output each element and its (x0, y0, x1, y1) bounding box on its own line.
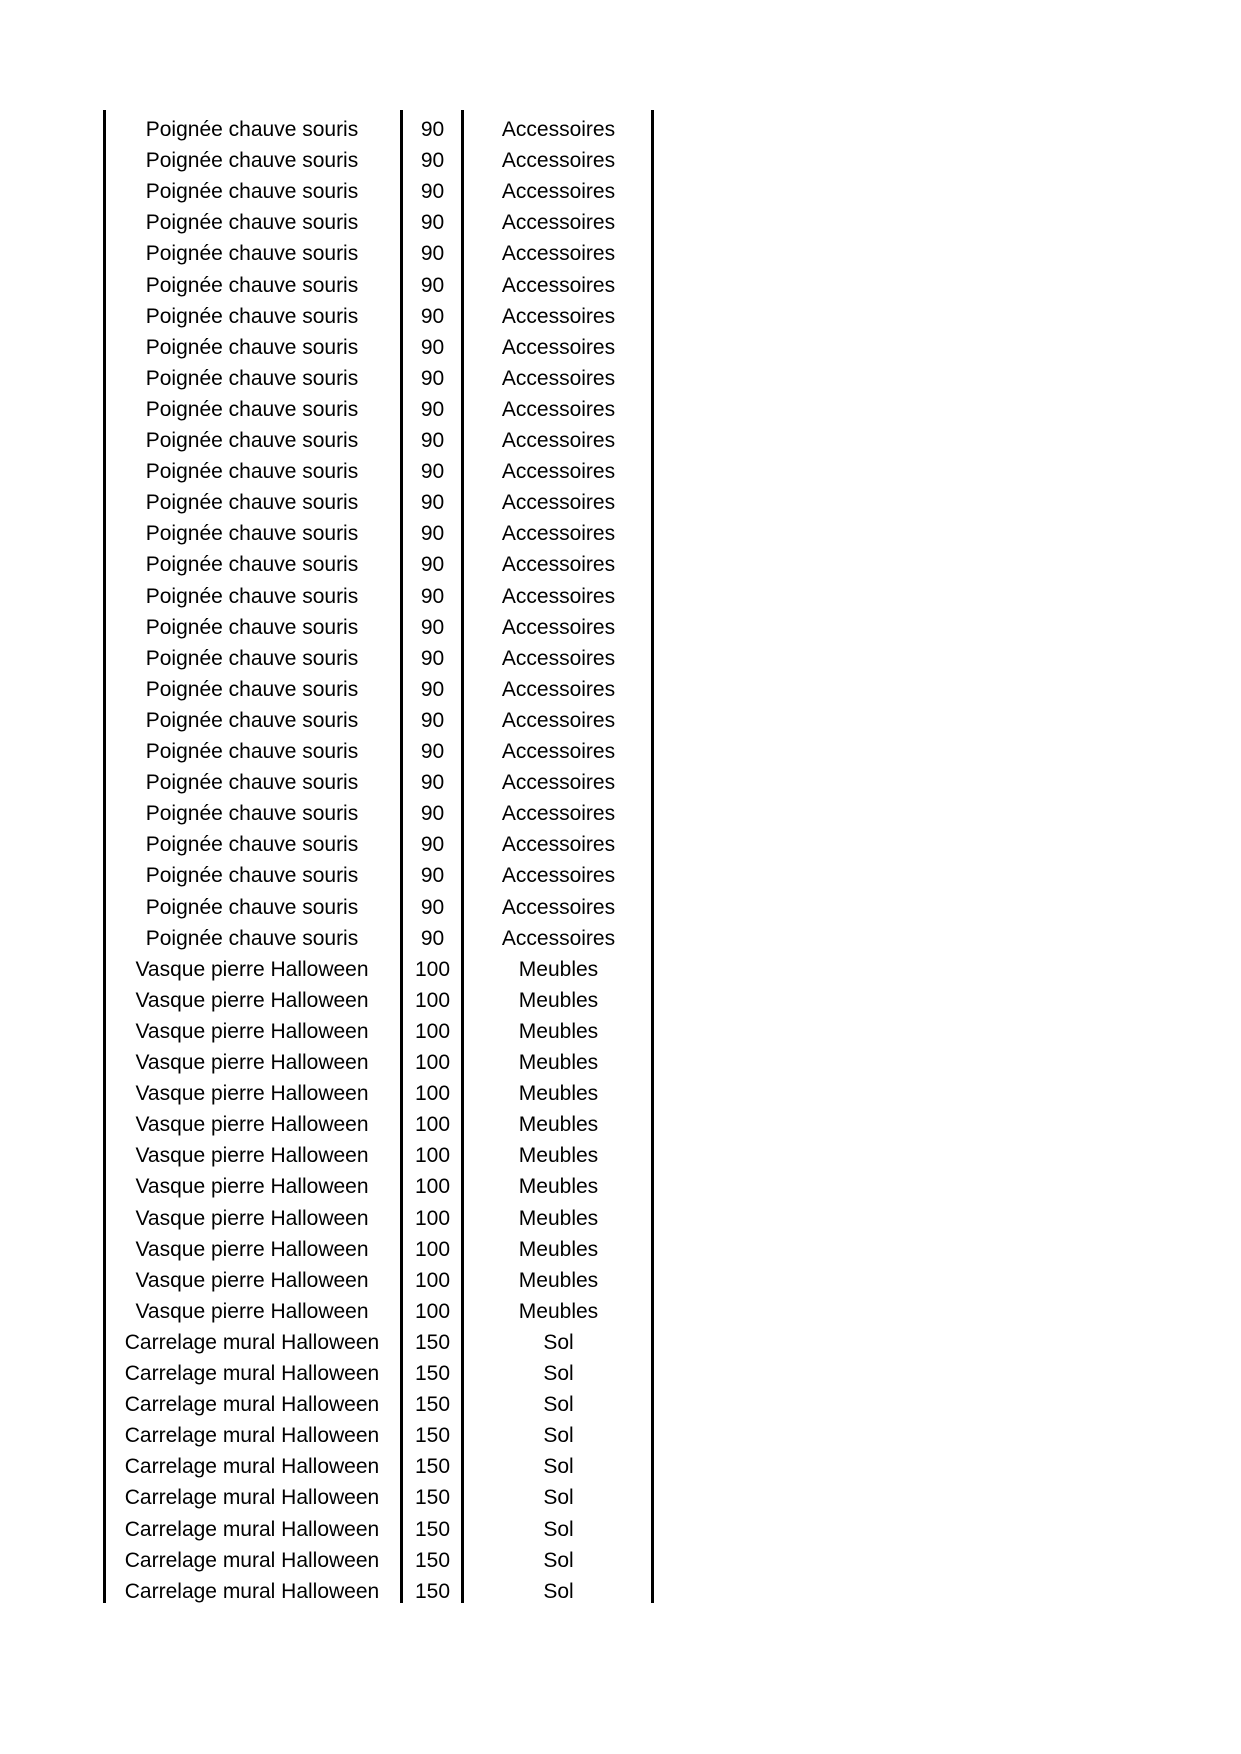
category-cell: Accessoires (501, 429, 616, 452)
category-cell: Meubles (518, 988, 599, 1012)
category-cell: Meubles (518, 1299, 599, 1323)
product-name-cell: Poignée chauve souris (145, 429, 359, 452)
category-cell: Accessoires (501, 180, 616, 204)
table-row (103, 1358, 653, 1389)
category-cell: Meubles (518, 1206, 599, 1230)
product-name-cell: Vasque pierre Halloween (135, 1113, 369, 1137)
category-cell: Accessoires (501, 522, 616, 546)
category-cell: Accessoires (501, 460, 616, 484)
category-cell: Meubles (518, 1144, 599, 1168)
product-name-cell: Poignée chauve souris (145, 864, 359, 888)
category-cell: Accessoires (501, 677, 616, 701)
table-row (103, 985, 653, 1016)
value-cell: 150 (414, 1330, 451, 1354)
product-name-cell: Vasque pierre Halloween (135, 1051, 369, 1074)
category-cell: Sol (543, 1424, 574, 1448)
table-row (103, 394, 653, 425)
table-row (103, 425, 653, 456)
table-row (103, 954, 653, 985)
value-cell: 100 (414, 1113, 451, 1137)
category-cell: Accessoires (501, 646, 616, 670)
value-cell: 90 (420, 397, 445, 421)
table-row (103, 923, 653, 954)
table-row (103, 332, 653, 363)
table-row (103, 767, 653, 798)
value-cell: 90 (420, 180, 445, 204)
product-name-cell: Poignée chauve souris (145, 740, 359, 763)
product-name-cell: Carrelage mural Halloween (124, 1424, 380, 1448)
table-row (103, 1545, 653, 1576)
table-row (103, 1047, 653, 1078)
table-row (103, 549, 653, 580)
value-cell: 100 (414, 1051, 451, 1074)
value-cell: 150 (414, 1455, 451, 1479)
product-name-cell: Poignée chauve souris (145, 802, 359, 826)
product-name-cell: Carrelage mural Halloween (124, 1393, 380, 1417)
category-cell: Sol (543, 1362, 574, 1385)
value-cell: 100 (414, 1144, 451, 1168)
product-name-cell: Vasque pierre Halloween (135, 1175, 369, 1199)
product-name-cell: Poignée chauve souris (145, 460, 359, 484)
category-cell: Accessoires (501, 211, 616, 235)
value-cell: 90 (420, 771, 445, 795)
value-cell: 100 (414, 1019, 451, 1043)
product-name-cell: Poignée chauve souris (145, 304, 359, 328)
value-cell: 100 (414, 1175, 451, 1199)
value-cell: 90 (420, 584, 445, 608)
value-cell: 100 (414, 1237, 451, 1261)
value-cell: 90 (420, 273, 445, 297)
table-row (103, 1576, 653, 1607)
category-cell: Accessoires (501, 802, 616, 826)
value-cell: 90 (420, 833, 445, 857)
product-name-cell: Vasque pierre Halloween (135, 957, 369, 981)
product-name-cell: Carrelage mural Halloween (124, 1486, 380, 1510)
value-cell: 90 (420, 615, 445, 639)
category-cell: Accessoires (501, 304, 616, 328)
table-row (103, 829, 653, 860)
product-name-cell: Poignée chauve souris (145, 553, 359, 577)
table-row (103, 518, 653, 549)
table-row (103, 705, 653, 736)
table-row (103, 1078, 653, 1109)
category-cell: Accessoires (501, 615, 616, 639)
category-cell: Accessoires (501, 553, 616, 577)
table-row (103, 1389, 653, 1420)
table-row (103, 1203, 653, 1234)
category-cell: Accessoires (501, 771, 616, 795)
product-name-cell: Vasque pierre Halloween (135, 1019, 369, 1043)
table-row (103, 145, 653, 176)
product-name-cell: Poignée chauve souris (145, 211, 359, 235)
value-cell: 90 (420, 211, 445, 235)
category-cell: Accessoires (501, 708, 616, 732)
table-row (103, 301, 653, 332)
category-cell: Meubles (518, 1082, 599, 1106)
product-name-cell: Poignée chauve souris (145, 926, 359, 950)
table-row (103, 456, 653, 487)
product-name-cell: Poignée chauve souris (145, 708, 359, 732)
category-cell: Accessoires (501, 895, 616, 919)
product-name-cell: Poignée chauve souris (145, 771, 359, 795)
product-name-cell: Carrelage mural Halloween (124, 1517, 380, 1541)
value-cell: 150 (414, 1362, 451, 1385)
category-cell: Sol (543, 1330, 574, 1354)
value-cell: 90 (420, 304, 445, 328)
value-cell: 100 (414, 988, 451, 1012)
product-name-cell: Poignée chauve souris (145, 366, 359, 390)
value-cell: 150 (414, 1548, 451, 1572)
product-name-cell: Poignée chauve souris (145, 118, 359, 141)
table-row (103, 1265, 653, 1296)
value-cell: 150 (414, 1424, 451, 1448)
product-name-cell: Carrelage mural Halloween (124, 1579, 380, 1603)
value-cell: 90 (420, 708, 445, 732)
product-name-cell: Poignée chauve souris (145, 335, 359, 359)
category-cell: Accessoires (501, 864, 616, 888)
category-cell: Meubles (518, 1237, 599, 1261)
category-cell: Accessoires (501, 273, 616, 297)
product-name-cell: Poignée chauve souris (145, 491, 359, 515)
product-name-cell: Poignée chauve souris (145, 397, 359, 421)
table-row (103, 1109, 653, 1140)
category-cell: Meubles (518, 1051, 599, 1074)
table-row (103, 1234, 653, 1265)
table-row (103, 1296, 653, 1327)
value-cell: 90 (420, 335, 445, 359)
product-name-cell: Vasque pierre Halloween (135, 1237, 369, 1261)
product-name-cell: Carrelage mural Halloween (124, 1330, 380, 1354)
table-row (103, 798, 653, 829)
value-cell: 150 (414, 1393, 451, 1417)
table-row (103, 643, 653, 674)
product-name-cell: Poignée chauve souris (145, 895, 359, 919)
value-cell: 150 (414, 1517, 451, 1541)
category-cell: Sol (543, 1579, 574, 1603)
value-cell: 100 (414, 1206, 451, 1230)
product-name-cell: Poignée chauve souris (145, 180, 359, 204)
category-cell: Meubles (518, 957, 599, 981)
category-cell: Meubles (518, 1268, 599, 1292)
product-name-cell: Poignée chauve souris (145, 677, 359, 701)
value-cell: 90 (420, 522, 445, 546)
product-name-cell: Vasque pierre Halloween (135, 1268, 369, 1292)
category-cell: Accessoires (501, 491, 616, 515)
product-name-cell: Vasque pierre Halloween (135, 1144, 369, 1168)
value-cell: 90 (420, 118, 445, 141)
table-row (103, 612, 653, 643)
table-row (103, 860, 653, 891)
table-row (103, 176, 653, 207)
product-name-cell: Poignée chauve souris (145, 584, 359, 608)
product-name-cell: Vasque pierre Halloween (135, 1206, 369, 1230)
value-cell: 90 (420, 242, 445, 266)
product-name-cell: Carrelage mural Halloween (124, 1548, 380, 1572)
category-cell: Accessoires (501, 584, 616, 608)
table-row (103, 363, 653, 394)
table-row (103, 736, 653, 767)
value-cell: 90 (420, 802, 445, 826)
table-row (103, 581, 653, 612)
product-name-cell: Carrelage mural Halloween (124, 1362, 380, 1385)
table-row (103, 270, 653, 301)
product-name-cell: Vasque pierre Halloween (135, 988, 369, 1012)
category-cell: Accessoires (501, 149, 616, 173)
category-cell: Meubles (518, 1113, 599, 1137)
table-row (103, 1140, 653, 1171)
table-row (103, 1327, 653, 1358)
category-cell: Accessoires (501, 397, 616, 421)
value-cell: 150 (414, 1579, 451, 1603)
product-name-cell: Carrelage mural Halloween (124, 1455, 380, 1479)
value-cell: 90 (420, 740, 445, 763)
value-cell: 90 (420, 895, 445, 919)
category-cell: Accessoires (501, 926, 616, 950)
table-row (103, 674, 653, 705)
table-row (103, 1482, 653, 1513)
table-row (103, 1171, 653, 1202)
value-cell: 90 (420, 366, 445, 390)
category-cell: Sol (543, 1455, 574, 1479)
value-cell: 90 (420, 646, 445, 670)
category-cell: Accessoires (501, 242, 616, 266)
product-name-cell: Vasque pierre Halloween (135, 1299, 369, 1323)
product-name-cell: Vasque pierre Halloween (135, 1082, 369, 1106)
category-cell: Accessoires (501, 833, 616, 857)
value-cell: 150 (414, 1486, 451, 1510)
value-cell: 100 (414, 1082, 451, 1106)
value-cell: 90 (420, 926, 445, 950)
table-row (103, 207, 653, 238)
value-cell: 100 (414, 957, 451, 981)
table-row (103, 1451, 653, 1482)
product-name-cell: Poignée chauve souris (145, 273, 359, 297)
category-cell: Meubles (518, 1175, 599, 1199)
product-name-cell: Poignée chauve souris (145, 522, 359, 546)
value-cell: 100 (414, 1268, 451, 1292)
table-row (103, 487, 653, 518)
product-name-cell: Poignée chauve souris (145, 833, 359, 857)
category-cell: Sol (543, 1517, 574, 1541)
value-cell: 90 (420, 864, 445, 888)
product-name-cell: Poignée chauve souris (145, 646, 359, 670)
value-cell: 90 (420, 553, 445, 577)
category-cell: Sol (543, 1393, 574, 1417)
category-cell: Sol (543, 1548, 574, 1572)
category-cell: Accessoires (501, 366, 616, 390)
value-cell: 90 (420, 149, 445, 173)
value-cell: 90 (420, 429, 445, 452)
product-name-cell: Poignée chauve souris (145, 242, 359, 266)
category-cell: Accessoires (501, 335, 616, 359)
product-name-cell: Poignée chauve souris (145, 149, 359, 173)
category-cell: Accessoires (501, 118, 616, 141)
table-row (103, 1420, 653, 1451)
value-cell: 90 (420, 491, 445, 515)
table-row (103, 1514, 653, 1545)
table-row (103, 114, 653, 145)
product-name-cell: Poignée chauve souris (145, 615, 359, 639)
category-cell: Sol (543, 1486, 574, 1510)
table-row (103, 892, 653, 923)
table-row (103, 238, 653, 269)
category-cell: Accessoires (501, 740, 616, 763)
value-cell: 90 (420, 460, 445, 484)
value-cell: 90 (420, 677, 445, 701)
value-cell: 100 (414, 1299, 451, 1323)
category-cell: Meubles (518, 1019, 599, 1043)
table-row (103, 1016, 653, 1047)
